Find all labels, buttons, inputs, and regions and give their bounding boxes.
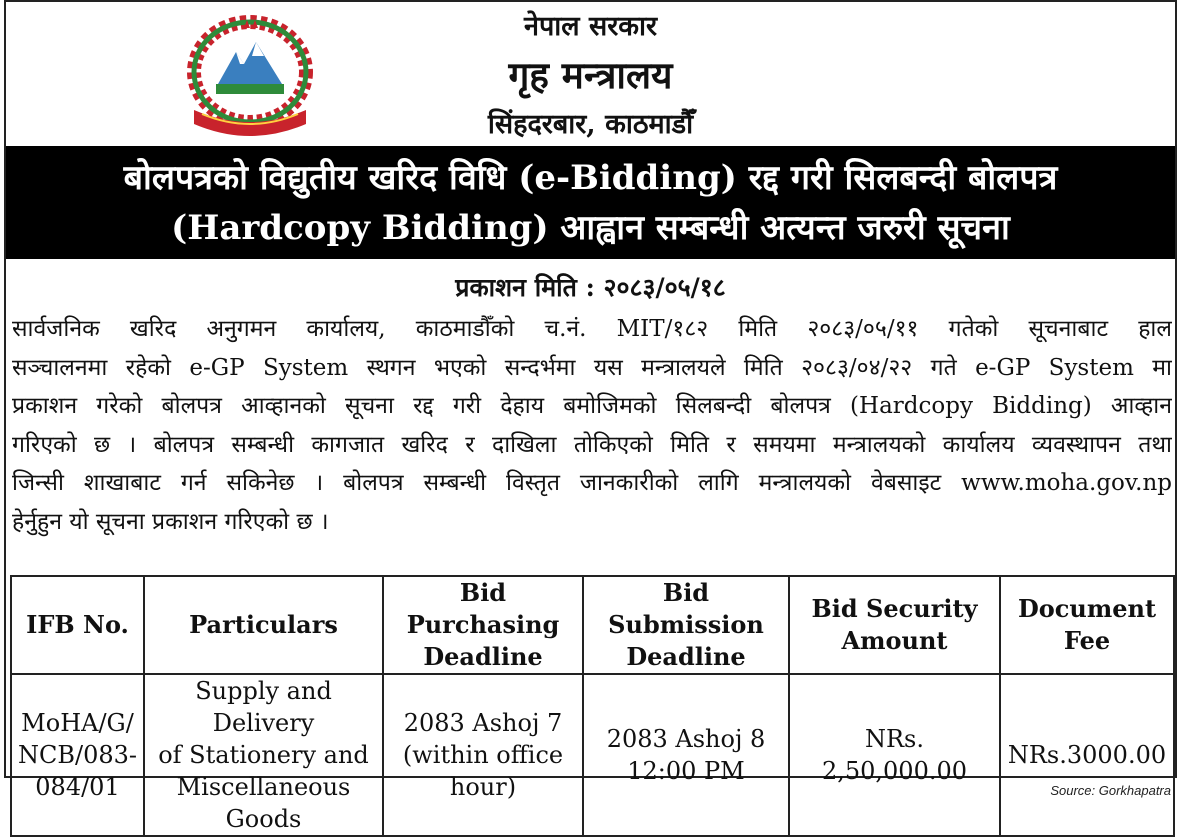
body-line: हेर्नुहुन यो सूचना प्रकाशन गरिएको छ । — [12, 508, 329, 535]
notice-title-line: (Hardcopy Bidding) आह्वान सम्बन्धी अत्यन्त जरुरी सूचना — [171, 208, 1010, 248]
table-row — [11, 674, 1174, 836]
cell-ifb-no: MoHA/G/ NCB/083- 084/01 — [11, 674, 144, 836]
body-line: गरिएको छ । बोलपत्र सम्बन्धी कागजात खरिद र दाखिला तोकिएको मिति र समयमा मन्त्रालयको कार्यालय व्यवस्थापन तथा — [12, 431, 1172, 458]
table-header-row — [11, 576, 1174, 674]
body-line: सार्वजनिक खरिद अनुगमन कार्यालय, काठमाडौँको च.नं. MIT/१८२ मिति २०८३/०५/११ गतेको सूचनाबाट हाल — [12, 316, 1172, 342]
header-bid-submission-deadline: Bid Submission Deadline — [583, 576, 789, 674]
body-line: सञ्चालनमा रहेको e-GP System स्थगन भएको सन्दर्भमा यस मन्त्रालयले मिति २०८३/०४/२२ गते e-GP System मा — [12, 354, 1172, 381]
ministry-name: गृह मन्त्रालय — [508, 53, 673, 97]
cell-document-fee: NRs.3000.00 — [1000, 674, 1174, 836]
header-bid-purchasing-deadline: Bid Purchasing Deadline — [383, 576, 583, 674]
header-document-fee: Document Fee — [1000, 576, 1174, 674]
body-line: जिन्सी शाखाबाट गर्न सकिनेछ । बोलपत्र सम्बन्धी विस्तृत जानकारीको लागि मन्त्रालयको वेबसाइट www.moha.gov.np — [12, 470, 1172, 496]
ministry-address: सिंहदरबार, काठमाडौँ — [487, 109, 694, 140]
notice-body — [12, 310, 1172, 541]
header-bid-security-amount: Bid Security Amount — [789, 576, 1000, 674]
notice-title-banner — [6, 146, 1175, 259]
header-ifb-no: IFB No. — [11, 576, 144, 674]
cell-bid-security-amount: NRs. 2,50,000.00 — [789, 674, 1000, 836]
body-line: प्रकाशन गरेको बोलपत्र आव्हानको सूचना रद्द गरी देहाय बमोजिमको सिलबन्दी बोलपत्र (Hardcopy Bidding) आव्हान — [12, 393, 1172, 419]
publication-date: प्रकाशन मिति : २०८३/०५/१८ — [455, 273, 726, 302]
notice-title-line: बोलपत्रको विद्युतीय खरिद विधि (e-Bidding) रद्द गरी सिलबन्दी बोलपत्र — [123, 158, 1058, 198]
government-name: नेपाल सरकार — [523, 11, 658, 42]
cell-particulars: Supply and Delivery of Stationery and Miscellaneous Goods — [144, 674, 383, 836]
header-particulars: Particulars — [144, 576, 383, 674]
cell-bid-submission-deadline: 2083 Ashoj 8 12:00 PM — [583, 674, 789, 836]
source-credit: Source: Gorkhapatra — [1050, 783, 1171, 798]
bid-table — [10, 575, 1175, 837]
cell-bid-purchasing-deadline: 2083 Ashoj 7 (within office hour) — [383, 674, 583, 836]
